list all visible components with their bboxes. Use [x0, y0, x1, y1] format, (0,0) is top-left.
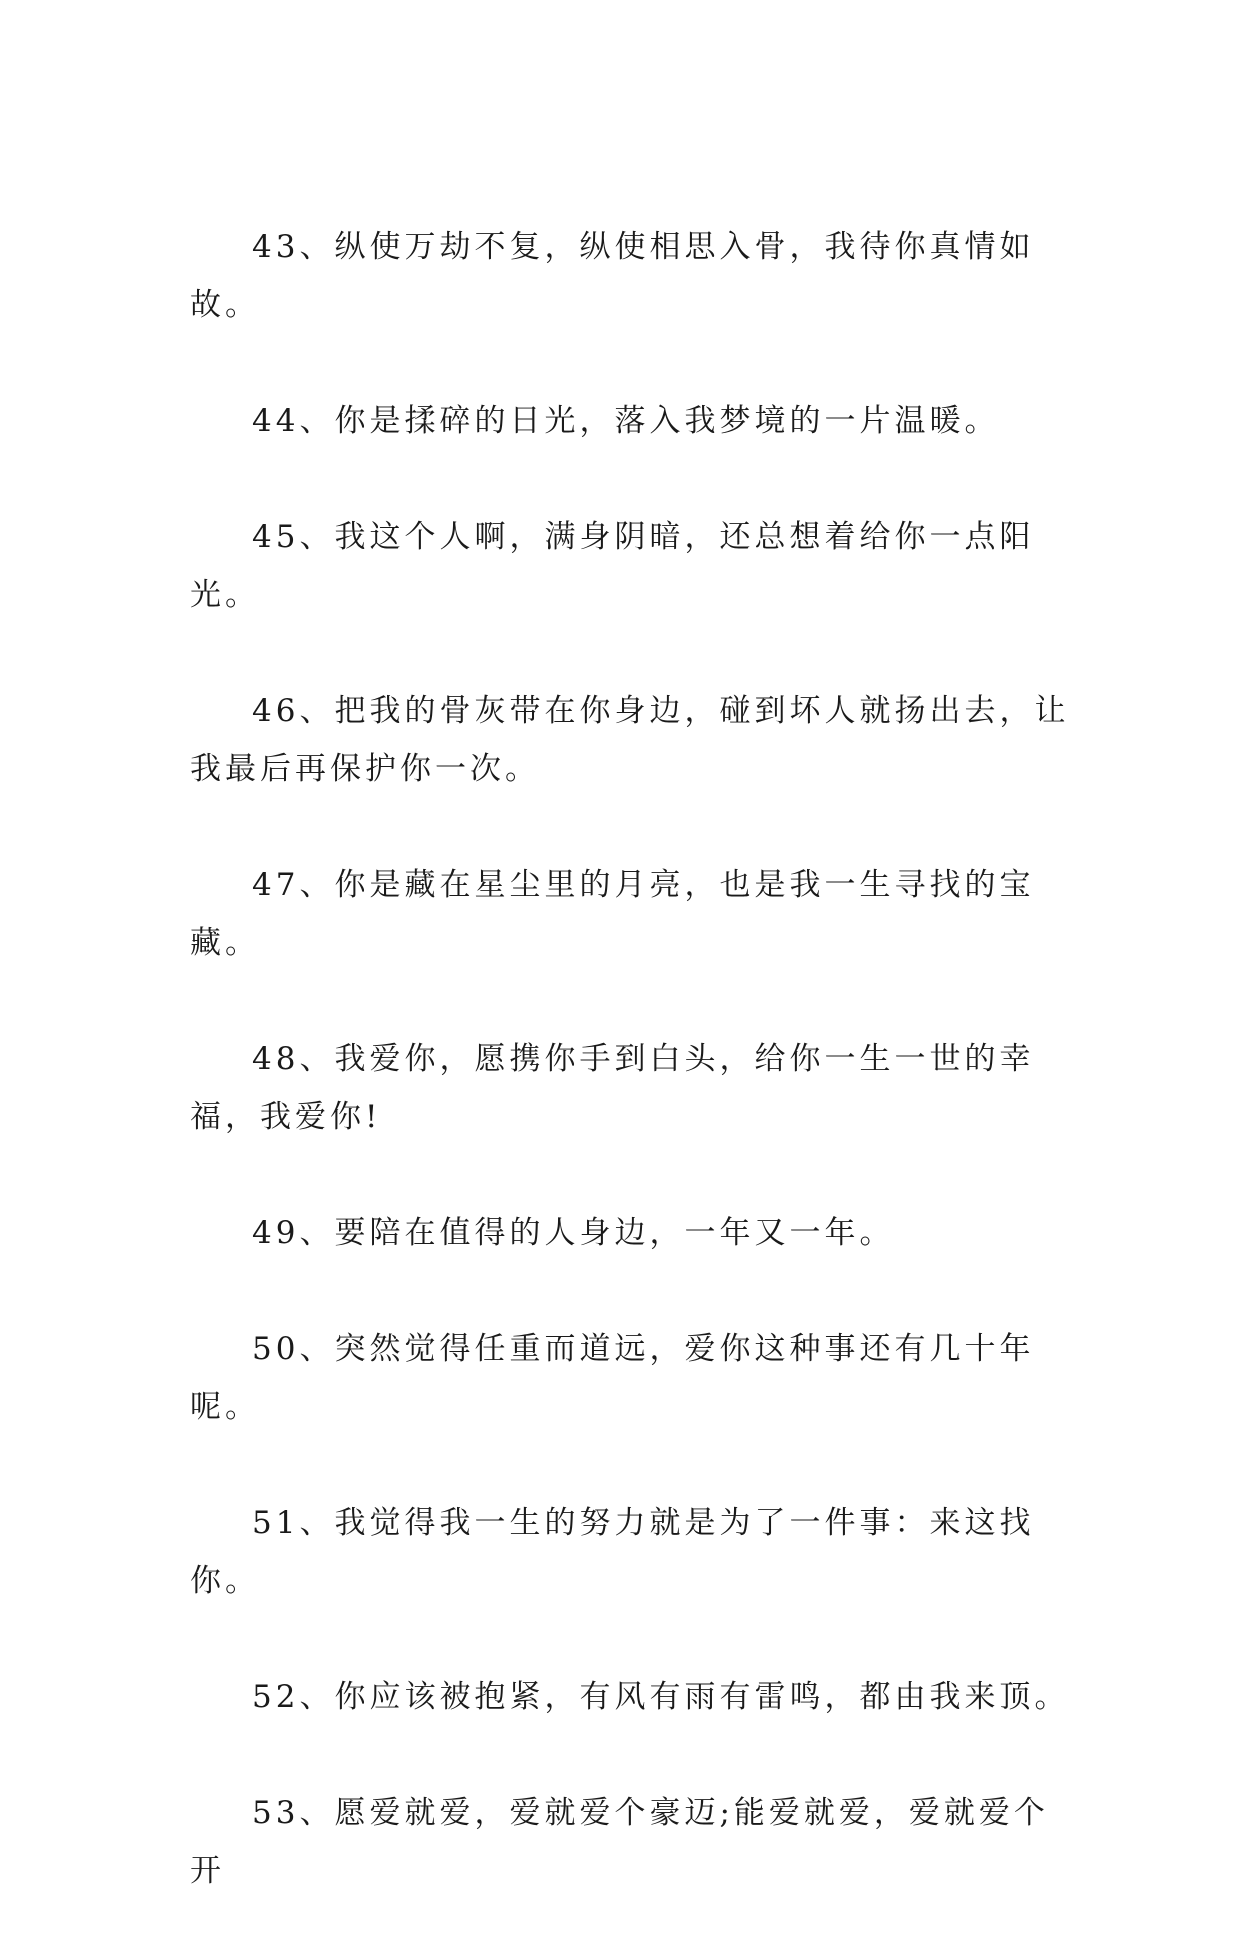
paragraph-52: 52、你应该被抱紧，有风有雨有雷鸣，都由我来顶。: [252, 1679, 1070, 1715]
paragraph-48: 48、我爱你，愿携你手到白头，给你一生一世的幸福，我爱你!: [190, 1041, 1035, 1135]
paragraph-45: 45、我这个人啊，满身阴暗，还总想着给你一点阳光。: [190, 519, 1035, 613]
paragraph-43: 43、纵使万劫不复，纵使相思入骨，我待你真情如故。: [190, 229, 1035, 323]
paragraph-47: 47、你是藏在星尘里的月亮，也是我一生寻找的宝藏。: [190, 867, 1035, 961]
paragraph-50: 50、突然觉得任重而道远，爱你这种事还有几十年呢。: [190, 1331, 1035, 1425]
paragraph-53: 53、愿爱就爱，爱就爱个豪迈;能爱就爱，爱就爱个开: [190, 1795, 1049, 1889]
document-body: [190, 218, 1070, 1958]
paragraph-51: 51、我觉得我一生的努力就是为了一件事：来这找你。: [190, 1505, 1035, 1599]
paragraph-49: 49、要陪在值得的人身边，一年又一年。: [252, 1215, 895, 1251]
paragraph-46: 46、把我的骨灰带在你身边，碰到坏人就扬出去，让我最后再保护你一次。: [190, 693, 1070, 787]
paragraph-44: 44、你是揉碎的日光，落入我梦境的一片温暖。: [252, 403, 1000, 439]
